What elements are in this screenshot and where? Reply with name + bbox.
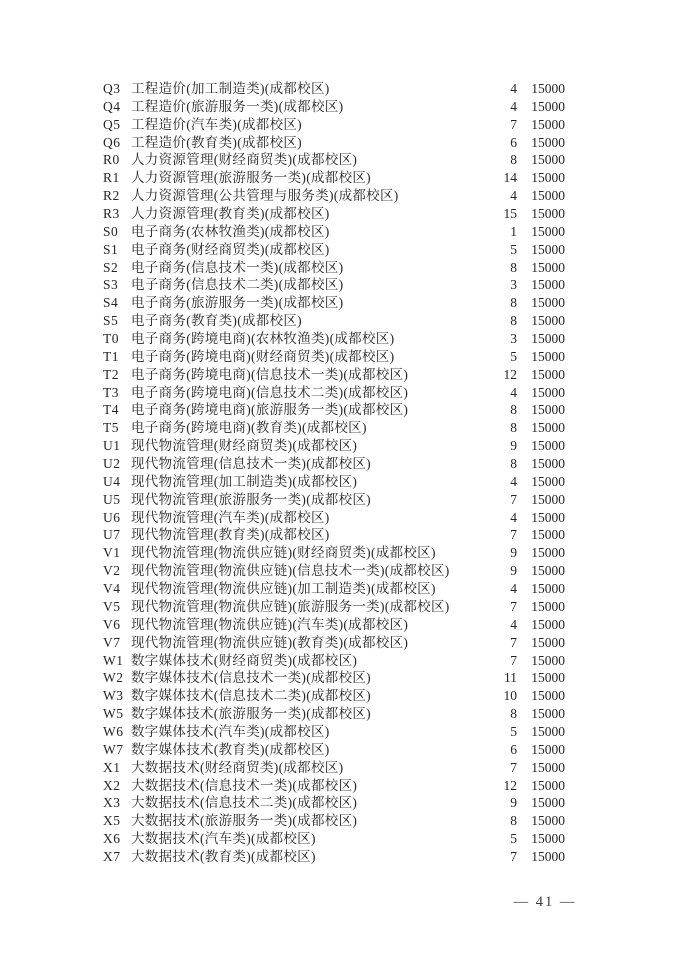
table-row [103, 80, 565, 98]
table-row [103, 419, 565, 437]
program-code: V1 [103, 545, 121, 561]
program-code: W3 [103, 688, 124, 704]
program-code: R1 [103, 170, 120, 186]
table-row [103, 366, 565, 384]
tuition-fee: 15000 [531, 116, 565, 132]
program-name: 电子商务(跨境电商)(信息技术一类)(成都校区) [131, 366, 409, 382]
enrollment-count: 8 [510, 813, 517, 829]
program-name: 电子商务(跨境电商)(信息技术二类)(成都校区) [131, 384, 409, 400]
table-row [103, 98, 565, 116]
program-code: W1 [103, 652, 124, 668]
enrollment-count: 7 [510, 116, 517, 132]
tuition-fee: 15000 [531, 295, 565, 311]
table-row [103, 669, 565, 687]
program-code: S5 [103, 313, 119, 329]
program-code: R0 [103, 152, 120, 168]
tuition-fee: 15000 [531, 223, 565, 239]
tuition-fee: 15000 [531, 491, 565, 507]
tuition-fee: 15000 [531, 670, 565, 686]
table-row [103, 134, 565, 152]
table-row [103, 526, 565, 544]
program-name: 大数据技术(汽车类)(成都校区) [131, 831, 316, 847]
program-name: 现代物流管理(教育类)(成都校区) [131, 527, 330, 543]
enrollment-count: 4 [510, 616, 517, 632]
program-code: S3 [103, 277, 119, 293]
tuition-fee: 15000 [531, 848, 565, 864]
program-code: X7 [103, 848, 121, 864]
enrollment-count: 5 [510, 348, 517, 364]
table-row [103, 634, 565, 652]
table-row [103, 437, 565, 455]
program-name: 工程造价(加工制造类)(成都校区) [131, 81, 330, 96]
program-name: 电子商务(跨境电商)(财经商贸类)(成都校区) [131, 348, 395, 364]
tuition-fee: 15000 [531, 581, 565, 597]
tuition-fee: 15000 [531, 741, 565, 757]
program-code: T5 [103, 420, 119, 436]
table-row [103, 687, 565, 705]
table-row [103, 777, 565, 795]
tuition-fee: 15000 [531, 616, 565, 632]
enrollment-count: 8 [510, 313, 517, 329]
program-code: X5 [103, 813, 121, 829]
program-code: U6 [103, 509, 121, 525]
table-row [103, 384, 565, 402]
table-row [103, 848, 565, 866]
enrollment-count: 6 [510, 134, 517, 150]
enrollment-count: 7 [510, 527, 517, 543]
program-name: 工程造价(教育类)(成都校区) [131, 134, 302, 150]
enrollment-count: 8 [510, 456, 517, 472]
tuition-fee: 15000 [531, 509, 565, 525]
tuition-fee: 15000 [531, 473, 565, 489]
enrollment-count: 4 [510, 98, 517, 114]
program-name: 电子商务(农林牧渔类)(成都校区) [131, 223, 330, 239]
enrollment-count: 9 [510, 545, 517, 561]
enrollment-count: 4 [510, 188, 517, 204]
enrollment-count: 5 [510, 241, 517, 257]
program-code: U1 [103, 438, 121, 454]
program-code: S2 [103, 259, 119, 275]
program-name: 数字媒体技术(旅游服务一类)(成都校区) [131, 706, 371, 722]
program-name: 人力资源管理(财经商贸类)(成都校区) [131, 152, 358, 168]
tuition-fee: 15000 [531, 813, 565, 829]
program-code: Q5 [103, 116, 121, 132]
enrollment-count: 3 [510, 331, 517, 347]
program-name: 现代物流管理(财经商贸类)(成都校区) [131, 438, 358, 454]
program-code: T2 [103, 366, 119, 382]
table-row [103, 259, 565, 277]
enrollment-count: 12 [503, 366, 517, 382]
program-name: 现代物流管理(加工制造类)(成都校区) [131, 473, 358, 489]
tuition-fee: 15000 [531, 348, 565, 364]
program-name: 数字媒体技术(信息技术二类)(成都校区) [131, 688, 371, 704]
tuition-fee: 15000 [531, 688, 565, 704]
program-name: 电子商务(跨境电商)(农林牧渔类)(成都校区) [131, 331, 395, 347]
program-code: V6 [103, 616, 121, 632]
enrollment-count: 3 [510, 277, 517, 293]
program-code: X2 [103, 777, 121, 793]
program-name: 数字媒体技术(汽车类)(成都校区) [131, 723, 330, 739]
table-row [103, 169, 565, 187]
table-row [103, 312, 565, 330]
table-row [103, 794, 565, 812]
program-table [103, 80, 565, 866]
table-row [103, 187, 565, 205]
table-row [103, 116, 565, 134]
program-name: 大数据技术(教育类)(成都校区) [131, 848, 316, 864]
tuition-fee: 15000 [531, 706, 565, 722]
enrollment-count: 4 [510, 81, 517, 96]
enrollment-count: 7 [510, 598, 517, 614]
program-name: 现代物流管理(汽车类)(成都校区) [131, 509, 330, 525]
program-name: 大数据技术(财经商贸类)(成都校区) [131, 759, 344, 775]
program-name: 电子商务(跨境电商)(旅游服务一类)(成都校区) [131, 402, 409, 418]
table-row [103, 455, 565, 473]
program-name: 现代物流管理(物流供应链)(信息技术一类)(成都校区) [131, 563, 450, 579]
enrollment-count: 4 [510, 473, 517, 489]
program-name: 人力资源管理(公共管理与服务类)(成都校区) [131, 188, 399, 204]
program-code: U7 [103, 527, 121, 543]
program-code: W6 [103, 723, 124, 739]
program-code: S4 [103, 295, 119, 311]
tuition-fee: 15000 [531, 545, 565, 561]
enrollment-count: 8 [510, 259, 517, 275]
tuition-fee: 15000 [531, 723, 565, 739]
program-name: 电子商务(财经商贸类)(成都校区) [131, 241, 330, 257]
enrollment-count: 9 [510, 795, 517, 811]
table-row [103, 223, 565, 241]
program-name: 电子商务(跨境电商)(教育类)(成都校区) [131, 420, 367, 436]
enrollment-count: 1 [510, 223, 517, 239]
tuition-fee: 15000 [531, 438, 565, 454]
tuition-fee: 15000 [531, 277, 565, 293]
program-code: W2 [103, 670, 124, 686]
tuition-fee: 15000 [531, 759, 565, 775]
program-code: V5 [103, 598, 121, 614]
enrollment-count: 4 [510, 581, 517, 597]
table-row [103, 330, 565, 348]
table-row [103, 401, 565, 419]
program-code: V4 [103, 581, 121, 597]
table-row [103, 580, 565, 598]
enrollment-count: 6 [510, 741, 517, 757]
table-row [103, 544, 565, 562]
program-code: X6 [103, 831, 121, 847]
tuition-fee: 15000 [531, 241, 565, 257]
tuition-fee: 15000 [531, 206, 565, 222]
program-code: V7 [103, 634, 121, 650]
program-code: U4 [103, 473, 121, 489]
program-code: U2 [103, 456, 121, 472]
table-row [103, 205, 565, 223]
enrollment-count: 7 [510, 652, 517, 668]
program-name: 工程造价(汽车类)(成都校区) [131, 116, 302, 132]
enrollment-count: 15 [503, 206, 517, 222]
enrollment-count: 9 [510, 438, 517, 454]
tuition-fee: 15000 [531, 777, 565, 793]
program-code: V2 [103, 563, 121, 579]
tuition-fee: 15000 [531, 170, 565, 186]
enrollment-count: 7 [510, 848, 517, 864]
program-name: 现代物流管理(物流供应链)(财经商贸类)(成都校区) [131, 545, 436, 561]
program-name: 人力资源管理(旅游服务一类)(成都校区) [131, 170, 371, 186]
tuition-fee: 15000 [531, 366, 565, 382]
program-name: 人力资源管理(教育类)(成都校区) [131, 206, 330, 222]
table-row [103, 276, 565, 294]
table-row [103, 830, 565, 848]
program-name: 现代物流管理(旅游服务一类)(成都校区) [131, 491, 371, 507]
table-row [103, 241, 565, 259]
table-row [103, 741, 565, 759]
table-row [103, 348, 565, 366]
enrollment-count: 7 [510, 491, 517, 507]
program-name: 电子商务(信息技术一类)(成都校区) [131, 259, 344, 275]
enrollment-count: 5 [510, 831, 517, 847]
program-code: Q6 [103, 134, 121, 150]
program-name: 大数据技术(信息技术一类)(成都校区) [131, 777, 358, 793]
enrollment-count: 5 [510, 723, 517, 739]
enrollment-count: 14 [503, 170, 517, 186]
enrollment-count: 8 [510, 152, 517, 168]
tuition-fee: 15000 [531, 402, 565, 418]
program-code: S0 [103, 223, 119, 239]
tuition-fee: 15000 [531, 81, 565, 96]
program-name: 现代物流管理(物流供应链)(加工制造类)(成都校区) [131, 581, 436, 597]
enrollment-count: 9 [510, 563, 517, 579]
program-name: 数字媒体技术(财经商贸类)(成都校区) [131, 652, 358, 668]
table-row [103, 652, 565, 670]
enrollment-count: 7 [510, 759, 517, 775]
enrollment-count: 4 [510, 384, 517, 400]
tuition-fee: 15000 [531, 331, 565, 347]
program-code: X3 [103, 795, 121, 811]
program-code: S1 [103, 241, 119, 257]
program-name: 工程造价(旅游服务一类)(成都校区) [131, 98, 344, 114]
program-name: 大数据技术(旅游服务一类)(成都校区) [131, 813, 358, 829]
tuition-fee: 15000 [531, 456, 565, 472]
table-row [103, 151, 565, 169]
table-row [103, 705, 565, 723]
program-name: 大数据技术(信息技术二类)(成都校区) [131, 795, 358, 811]
program-code: W7 [103, 741, 124, 757]
tuition-fee: 15000 [531, 527, 565, 543]
tuition-fee: 15000 [531, 188, 565, 204]
tuition-fee: 15000 [531, 313, 565, 329]
tuition-fee: 15000 [531, 420, 565, 436]
program-code: R3 [103, 206, 120, 222]
program-code: R2 [103, 188, 120, 204]
tuition-fee: 15000 [531, 563, 565, 579]
program-name: 现代物流管理(物流供应链)(教育类)(成都校区) [131, 634, 409, 650]
table-row [103, 723, 565, 741]
table-row [103, 509, 565, 527]
program-name: 数字媒体技术(信息技术一类)(成都校区) [131, 670, 371, 686]
program-name: 现代物流管理(物流供应链)(汽车类)(成都校区) [131, 616, 409, 632]
program-code: W5 [103, 706, 124, 722]
program-code: Q3 [103, 81, 121, 96]
program-name: 电子商务(教育类)(成都校区) [131, 313, 302, 329]
enrollment-count: 8 [510, 420, 517, 436]
program-code: T1 [103, 348, 119, 364]
table-row [103, 491, 565, 509]
program-code: X1 [103, 759, 121, 775]
program-code: Q4 [103, 98, 121, 114]
table-row [103, 759, 565, 777]
enrollment-count: 11 [504, 670, 517, 686]
table-row [103, 294, 565, 312]
table-row [103, 562, 565, 580]
program-code: T4 [103, 402, 119, 418]
enrollment-count: 4 [510, 509, 517, 525]
program-name: 数字媒体技术(教育类)(成都校区) [131, 741, 330, 757]
table-row [103, 812, 565, 830]
enrollment-count: 8 [510, 706, 517, 722]
program-name: 现代物流管理(物流供应链)(旅游服务一类)(成都校区) [131, 598, 450, 614]
enrollment-count: 7 [510, 634, 517, 650]
tuition-fee: 15000 [531, 795, 565, 811]
program-name: 电子商务(旅游服务一类)(成都校区) [131, 295, 344, 311]
table-row [103, 473, 565, 491]
program-code: T3 [103, 384, 119, 400]
program-name: 现代物流管理(信息技术一类)(成都校区) [131, 456, 371, 472]
enrollment-count: 8 [510, 295, 517, 311]
tuition-fee: 15000 [531, 831, 565, 847]
program-name: 电子商务(信息技术二类)(成都校区) [131, 277, 344, 293]
enrollment-count: 10 [503, 688, 517, 704]
tuition-fee: 15000 [531, 98, 565, 114]
enrollment-count: 8 [510, 402, 517, 418]
tuition-fee: 15000 [531, 634, 565, 650]
tuition-fee: 15000 [531, 259, 565, 275]
tuition-fee: 15000 [531, 134, 565, 150]
tuition-fee: 15000 [531, 598, 565, 614]
table-row [103, 616, 565, 634]
table-row [103, 598, 565, 616]
program-code: T0 [103, 331, 119, 347]
enrollment-count: 12 [503, 777, 517, 793]
page-number: — 41 — [513, 894, 577, 910]
tuition-fee: 15000 [531, 152, 565, 168]
program-code: U5 [103, 491, 121, 507]
tuition-fee: 15000 [531, 652, 565, 668]
tuition-fee: 15000 [531, 384, 565, 400]
